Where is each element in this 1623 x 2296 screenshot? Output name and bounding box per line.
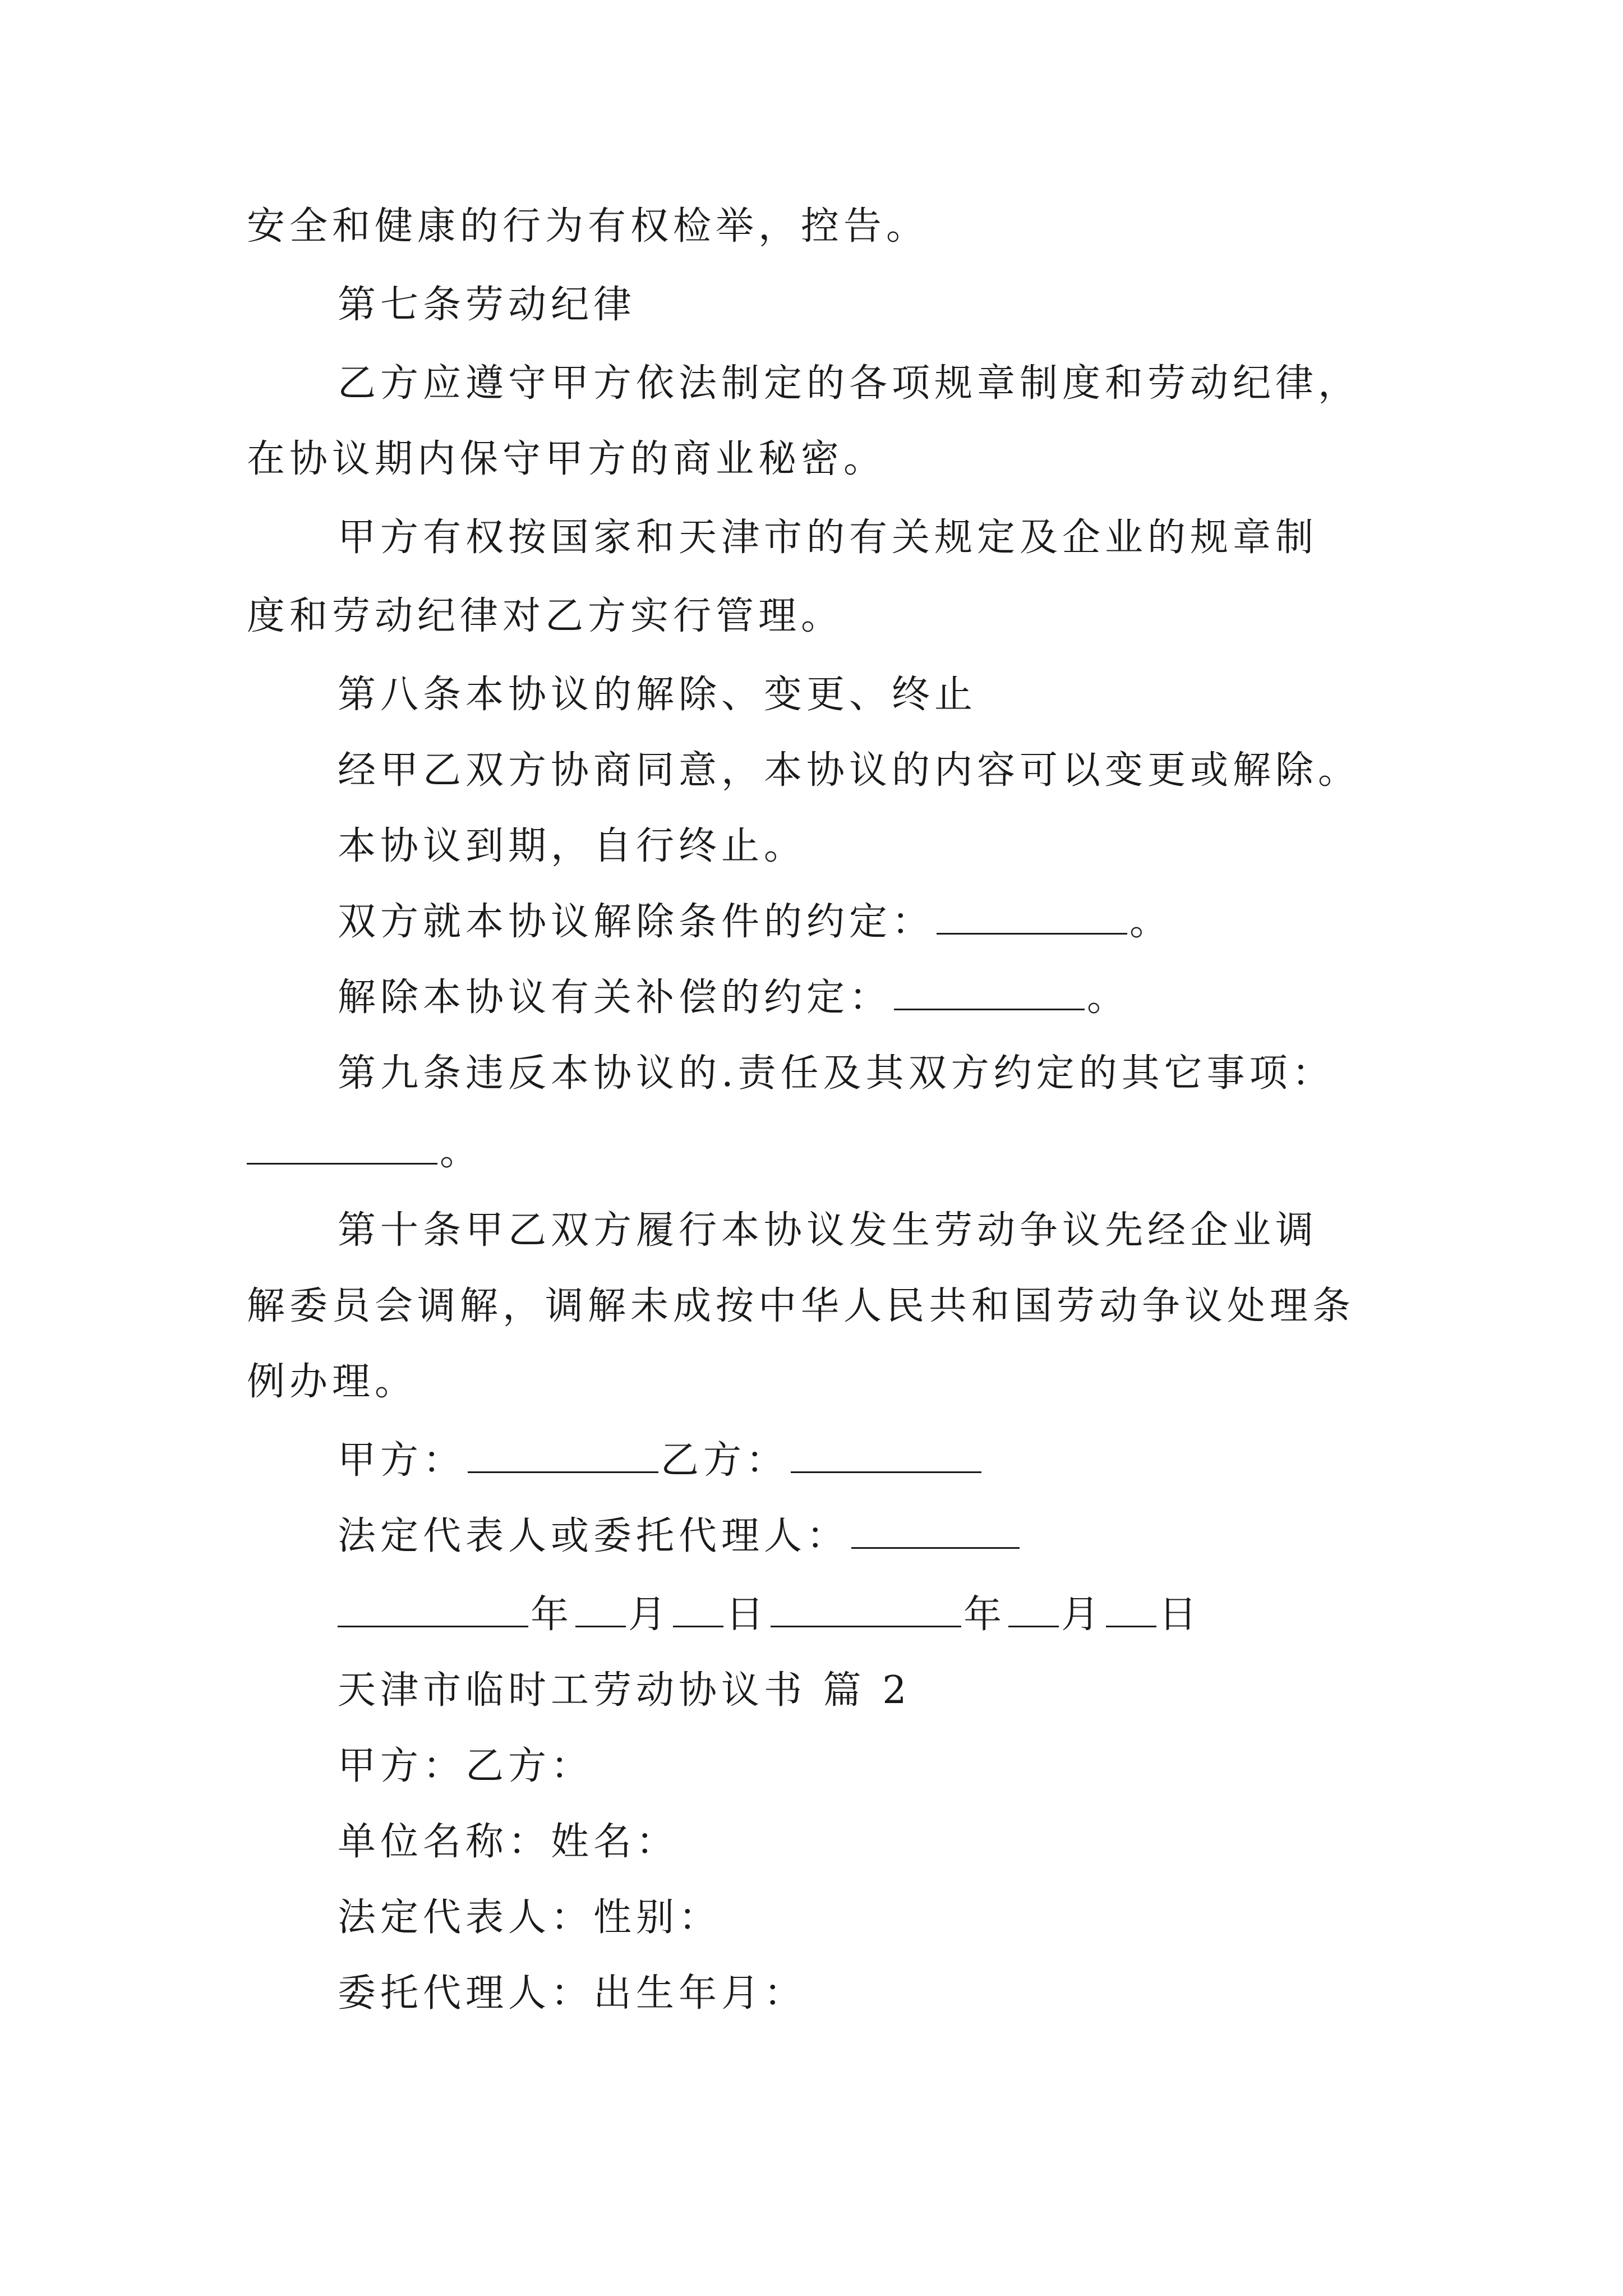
form-line: 单位名称：姓名： <box>338 1820 679 1864</box>
paragraph-line: 在协议期内保守甲方的商业秘密。 <box>247 437 887 481</box>
paragraph-line: 安全和健康的行为有权检举，控告。 <box>247 204 929 249</box>
article-heading: 第七条劳动纪律 <box>338 283 637 327</box>
paragraph-line: 例办理。 <box>247 1360 418 1404</box>
form-line: 甲方：乙方： <box>338 1744 594 1788</box>
party-a-label: 甲方： <box>338 1438 466 1483</box>
clause-end: 。 <box>440 1130 483 1174</box>
paragraph-line: 第十条甲乙双方履行本协议发生劳动争议先经企业调 <box>338 1208 1318 1253</box>
clause-line <box>247 1128 482 1177</box>
blank-underline <box>851 1512 1020 1549</box>
section-title: 天津市临时工劳动协议书 篇 2 <box>338 1668 911 1713</box>
form-line: 委托代理人：出生年月： <box>338 1971 807 2016</box>
paragraph-line: 本协议到期，自行终止。 <box>338 824 807 868</box>
clause-label: 双方就本协议解除条件的约定： <box>338 900 935 944</box>
representative-label: 法定代表人或委托代理人： <box>338 1514 850 1558</box>
paragraph-line: 度和劳动纪律对乙方实行管理。 <box>247 594 844 638</box>
month-label: 月 <box>1061 1593 1104 1637</box>
clause-line <box>338 898 1172 947</box>
day-label: 日 <box>726 1593 769 1637</box>
paragraph-line: 乙方应遵守甲方依法制定的各项规章制度和劳动纪律， <box>338 361 1361 406</box>
blank-underline <box>937 898 1127 935</box>
signature-line <box>338 1512 1022 1561</box>
blank-underline <box>673 1591 723 1627</box>
year-label: 年 <box>531 1593 574 1637</box>
blank-underline <box>468 1437 658 1473</box>
clause-end: 。 <box>1129 900 1173 944</box>
blank-underline <box>575 1591 626 1627</box>
date-line <box>338 1590 1201 1640</box>
year-label: 年 <box>963 1593 1007 1637</box>
article-heading: 第八条本协议的解除、变更、终止 <box>338 673 978 717</box>
paragraph-line: 经甲乙双方协商同意，本协议的内容可以变更或解除。 <box>338 748 1361 793</box>
clause-line <box>338 973 1129 1023</box>
signature-line <box>338 1436 984 1485</box>
blank-underline <box>894 974 1085 1010</box>
day-label: 日 <box>1159 1593 1202 1637</box>
clause-end: 。 <box>1087 976 1130 1020</box>
blank-underline <box>338 1591 528 1627</box>
form-line: 法定代表人：性别： <box>338 1895 722 1940</box>
clause-label: 解除本协议有关补偿的约定： <box>338 976 892 1020</box>
blank-underline <box>1008 1591 1059 1627</box>
blank-underline <box>791 1437 981 1473</box>
blank-underline <box>247 1128 437 1165</box>
blank-underline <box>1106 1591 1156 1627</box>
article-heading: 第九条违反本协议的.责任及其双方约定的其它事项： <box>338 1051 1335 1096</box>
paragraph-line: 解委员会调解，调解未成按中华人民共和国劳动争议处理条 <box>247 1284 1355 1328</box>
blank-underline <box>771 1591 961 1627</box>
month-label: 月 <box>628 1593 671 1637</box>
party-b-label: 乙方： <box>661 1438 789 1483</box>
paragraph-line: 甲方有权按国家和天津市的有关规定及企业的规章制 <box>338 516 1318 560</box>
